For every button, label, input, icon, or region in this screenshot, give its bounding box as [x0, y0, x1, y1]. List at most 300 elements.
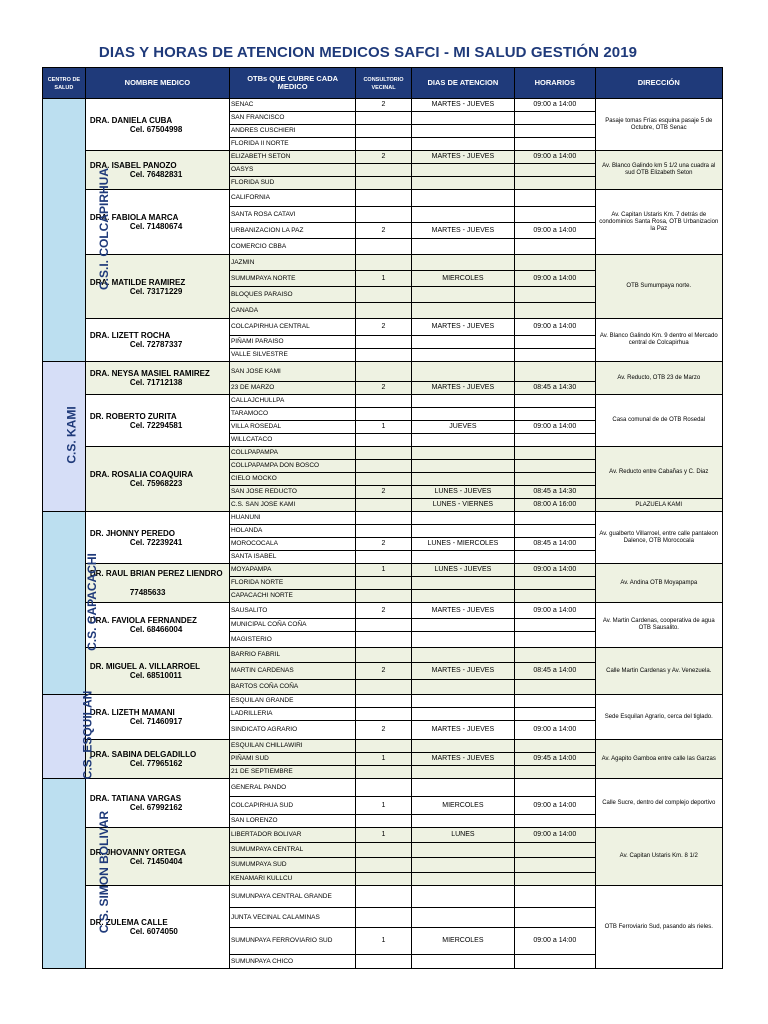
consultorio-cell: 2	[356, 151, 411, 164]
table-row	[43, 319, 723, 336]
otb-cell: SAN JOSE REDUCTO	[229, 486, 355, 499]
days-cell: MARTES - JUEVES	[411, 721, 514, 740]
days-cell	[411, 886, 514, 908]
doctor-name: DRA. LIZETH MAMANI	[89, 708, 175, 717]
otb-cell: FLORIDA II NORTE	[229, 138, 355, 151]
consultorio-cell	[356, 177, 411, 190]
health-center-name: C.S. SIMON BOLIVAR	[97, 810, 112, 934]
address-cell: Av. Martin Cardenas, cooperativa de agua OTB Sausalito.	[595, 603, 722, 648]
doctor-phone: Cel. 77965162	[129, 759, 183, 768]
hours-cell	[515, 177, 595, 190]
hours-cell	[515, 648, 595, 663]
otb-cell: CAPACACHI NORTE	[229, 590, 355, 603]
hours-cell	[515, 590, 595, 603]
table-row	[43, 828, 723, 843]
days-cell	[411, 287, 514, 303]
hours-cell	[515, 112, 595, 125]
days-cell: LUNES - MIERCOLES	[411, 538, 514, 551]
address-cell: Casa comunal de de OTB Rosedal	[595, 395, 722, 447]
doctor-phone: Cel. 75968223	[129, 479, 183, 488]
doctor-phone: Cel. 6074050	[129, 927, 178, 936]
address-cell: Av. Blanco Galindo Km. 9 dentro el Mercado central de Colcapirhua	[595, 319, 722, 362]
consultorio-cell	[356, 619, 411, 632]
otb-cell: COLLPAPAMPA	[229, 447, 355, 460]
table-row	[43, 190, 723, 207]
address-cell: Sede Esquilan Agrario, cerca del tiglado.	[595, 695, 722, 740]
doctor-phone: Cel. 68466004	[129, 625, 183, 634]
header-otbs: OTBs QUE CUBRE CADA MEDICO	[229, 68, 355, 99]
hours-cell	[515, 255, 595, 271]
doctor-phone: Cel. 73171229	[129, 286, 183, 296]
table-body	[43, 99, 723, 969]
consultorio-cell: 1	[356, 828, 411, 843]
otb-cell: BARTOS COÑA COÑA	[229, 680, 355, 695]
otb-cell: COLCAPIRHUA CENTRAL	[229, 319, 355, 336]
hours-cell	[515, 473, 595, 486]
health-center-name: C.S.I. COLCAPIRHUA	[97, 167, 112, 290]
doctor-phone: Cel. 71480674	[129, 222, 183, 231]
otb-cell: MOROCOCALA	[229, 538, 355, 551]
otb-cell: MOYAPAMPA	[229, 564, 355, 577]
doctor-phone: Cel. 67992162	[129, 803, 183, 812]
doctor-name: DRA. FAVIOLA FERNANDEZ	[89, 616, 197, 625]
consultorio-cell	[356, 460, 411, 473]
address-cell: OTB Ferroviario Sud, pasando als rieles.	[595, 886, 722, 969]
doctor-cell	[85, 447, 229, 512]
hours-cell: 09:00 a 14:00	[515, 421, 595, 434]
days-cell	[411, 551, 514, 564]
hours-cell	[515, 239, 595, 255]
days-cell	[411, 164, 514, 177]
days-cell	[411, 138, 514, 151]
otb-cell: FLORIDA NORTE	[229, 577, 355, 590]
days-cell	[411, 590, 514, 603]
address-cell: OTB Sumumpaya norte.	[595, 255, 722, 319]
hours-cell: 08:45 a 14:00	[515, 538, 595, 551]
hours-cell	[515, 873, 595, 886]
doctor-name: DRA. DANIELA CUBA	[89, 115, 173, 125]
hours-cell	[515, 336, 595, 349]
otb-cell: BARRIO FABRIL	[229, 648, 355, 663]
consultorio-cell	[356, 473, 411, 486]
doctor-cell	[85, 564, 229, 603]
days-cell	[411, 873, 514, 886]
consultorio-cell	[356, 362, 411, 382]
health-center-cell	[43, 512, 99, 695]
address-cell: Pasaje tomas Frías esquina pasaje 5 de Octubre, OTB Senac	[595, 99, 722, 151]
otb-cell: SAN JOSE KAMI	[229, 362, 355, 382]
otb-cell: HUANUNI	[229, 512, 355, 525]
hours-cell	[515, 303, 595, 319]
days-cell	[411, 395, 514, 408]
hours-cell: 09:45 a 14:00	[515, 753, 595, 766]
doctor-name: DRA. NEYSA MASIEL RAMIREZ	[89, 369, 210, 378]
days-cell: MARTES - JUEVES	[411, 603, 514, 619]
days-cell	[411, 239, 514, 255]
hours-cell: 09:00 a 14:00	[515, 99, 595, 112]
consultorio-cell	[356, 590, 411, 603]
consultorio-cell	[356, 858, 411, 873]
hours-cell	[515, 460, 595, 473]
hours-cell	[515, 740, 595, 753]
consultorio-cell: 2	[356, 99, 411, 112]
consultorio-cell: 1	[356, 928, 411, 955]
consultorio-cell	[356, 908, 411, 928]
otb-cell: HOLANDA	[229, 525, 355, 538]
otb-cell: JAZMIN	[229, 255, 355, 271]
otb-cell: MARTIN CARDENAS	[229, 663, 355, 680]
doctor-cell	[85, 99, 229, 151]
header-centro: CENTRO DE SALUD	[43, 68, 86, 99]
days-cell	[411, 207, 514, 223]
consultorio-cell	[356, 648, 411, 663]
hours-cell: 08:45 a 14:30	[515, 382, 595, 395]
table-row	[43, 695, 723, 708]
consultorio-cell	[356, 740, 411, 753]
otb-cell: ANDRES CUSCHIERI	[229, 125, 355, 138]
days-cell: MARTES - JUEVES	[411, 99, 514, 112]
hours-cell: 09:00 a 14:00	[515, 928, 595, 955]
otb-cell: SAUSALITO	[229, 603, 355, 619]
hours-cell	[515, 908, 595, 928]
days-cell	[411, 648, 514, 663]
otb-cell: ESQUILAN GRANDE	[229, 695, 355, 708]
hours-cell	[515, 886, 595, 908]
otb-cell: SUMUNPAYA FERROVIARIO SUD	[229, 928, 355, 955]
otb-cell: ESQUILAN CHILLAWIRI	[229, 740, 355, 753]
hours-cell	[515, 858, 595, 873]
otb-cell: URBANIZACION LA PAZ	[229, 223, 355, 239]
address-cell: Av. Reducto entre Cabañas y C. Diaz	[595, 447, 722, 499]
doctor-name: DR. MIGUEL A. VILLARROEL	[89, 662, 201, 671]
hours-cell: 09:00 a 14:00	[515, 319, 595, 336]
days-cell: MARTES - JUEVES	[411, 151, 514, 164]
otb-cell: SUMUNPAYA CENTRAL GRANDE	[229, 886, 355, 908]
hours-cell	[515, 680, 595, 695]
table-row	[43, 395, 723, 408]
otb-cell: BLOQUES PARAISO	[229, 287, 355, 303]
days-cell	[411, 955, 514, 969]
hours-cell: 08:00 A 16:00	[515, 499, 595, 512]
doctor-name: DRA. ISABEL PANOZO	[89, 161, 177, 170]
consultorio-cell: 2	[356, 486, 411, 499]
days-cell	[411, 680, 514, 695]
health-center-cell	[43, 690, 95, 780]
doctor-phone: Cel. 71460917	[129, 717, 183, 726]
days-cell	[411, 512, 514, 525]
consultorio-cell	[356, 336, 411, 349]
hours-cell: 09:00 a 14:00	[515, 828, 595, 843]
header-nombre: NOMBRE MEDICO	[85, 68, 229, 99]
hours-cell	[515, 551, 595, 564]
consultorio-cell	[356, 815, 411, 828]
consultorio-cell	[356, 577, 411, 590]
consultorio-cell	[356, 207, 411, 223]
hours-cell	[515, 207, 595, 223]
hours-cell	[515, 164, 595, 177]
consultorio-cell	[356, 287, 411, 303]
schedule-table	[42, 67, 723, 969]
doctor-cell	[85, 740, 229, 779]
doctor-name: DRA. SABINA DELGADILLO	[89, 750, 197, 759]
hours-cell	[515, 695, 595, 708]
days-cell	[411, 125, 514, 138]
health-center-cell	[43, 99, 112, 362]
header-horarios: HORARIOS	[515, 68, 595, 99]
otb-cell: MAGISTERIO	[229, 632, 355, 648]
consultorio-cell	[356, 766, 411, 779]
days-cell	[411, 255, 514, 271]
consultorio-cell	[356, 843, 411, 858]
table-row	[43, 255, 723, 271]
days-cell: JUEVES	[411, 421, 514, 434]
consultorio-cell: 2	[356, 382, 411, 395]
hours-cell	[515, 843, 595, 858]
consultorio-cell: 1	[356, 753, 411, 766]
doctor-phone: Cel. 72294581	[129, 420, 183, 430]
consultorio-cell	[356, 525, 411, 538]
days-cell	[411, 460, 514, 473]
consultorio-cell	[356, 512, 411, 525]
address-cell: Av. Capitan Ustaris Km. 7 detrás de condominios Santa Rosa, OTB Urbanizacion la Paz	[595, 190, 722, 255]
consultorio-cell	[356, 632, 411, 648]
days-cell: LUNES - JUEVES	[411, 564, 514, 577]
days-cell: MARTES - JUEVES	[411, 319, 514, 336]
hours-cell	[515, 138, 595, 151]
address-cell: Av. Capitan Ustaris Km. 8 1/2	[595, 828, 722, 886]
hours-cell	[515, 815, 595, 828]
hours-cell	[515, 125, 595, 138]
days-cell	[411, 766, 514, 779]
otb-cell: SUMUNPAYA CHICO	[229, 955, 355, 969]
days-cell: MARTES - JUEVES	[411, 753, 514, 766]
doctor-phone: 77485633	[129, 588, 166, 597]
consultorio-cell: 2	[356, 721, 411, 740]
days-cell	[411, 447, 514, 460]
doctor-cell	[85, 362, 229, 395]
consultorio-cell	[356, 695, 411, 708]
doctor-name: DR. JHOVANNY ORTEGA	[89, 847, 186, 857]
days-cell	[411, 708, 514, 721]
hours-cell	[515, 434, 595, 447]
hours-cell: 08:45 a 14:00	[515, 663, 595, 680]
consultorio-cell	[356, 680, 411, 695]
address-cell: Calle Sucre, dentro del complejo deportivo	[595, 779, 722, 828]
consultorio-cell	[356, 551, 411, 564]
otb-cell: LIBERTADOR BOLIVAR	[229, 828, 355, 843]
hours-cell: 09:00 a 14:00	[515, 721, 595, 740]
doctor-cell	[85, 695, 229, 740]
hours-cell	[515, 779, 595, 797]
doctor-phone: Cel. 68510011	[129, 671, 182, 680]
otb-cell: COLCAPIRHUA SUD	[229, 797, 355, 815]
days-cell: MIERCOLES	[411, 797, 514, 815]
consultorio-cell: 2	[356, 319, 411, 336]
days-cell	[411, 190, 514, 207]
days-cell	[411, 177, 514, 190]
hours-cell	[515, 362, 595, 382]
hours-cell: 08:45 a 14:30	[515, 486, 595, 499]
otb-cell: SUMUMPAYA CENTRAL	[229, 843, 355, 858]
consultorio-cell: 2	[356, 663, 411, 680]
doctor-phone: Cel. 71450404	[129, 856, 183, 866]
otb-cell: COMERCIO CBBA	[229, 239, 355, 255]
days-cell	[411, 740, 514, 753]
otb-cell: SANTA ROSA CATAVI	[229, 207, 355, 223]
days-cell	[411, 619, 514, 632]
days-cell: MARTES - JUEVES	[411, 663, 514, 680]
otb-cell: SUMUMPAYA NORTE	[229, 271, 355, 287]
doctor-name: DRA. ROSALIA COAQUIRA	[89, 470, 194, 479]
doctor-name: DRA. LIZETT ROCHA	[89, 331, 171, 340]
doctor-name: DR. ZULEMA CALLE	[89, 918, 168, 927]
health-center-cell	[43, 779, 112, 969]
consultorio-cell: 2	[356, 603, 411, 619]
consultorio-cell: 2	[356, 223, 411, 239]
health-center-name: C.S. CAPACACHI	[84, 552, 99, 651]
days-cell: MARTES - JUEVES	[411, 382, 514, 395]
days-cell	[411, 815, 514, 828]
doctor-name: DR. ROBERTO ZURITA	[89, 411, 177, 421]
consultorio-cell	[356, 955, 411, 969]
header-direccion: DIRECCIÓN	[595, 68, 722, 99]
consultorio-cell: 1	[356, 421, 411, 434]
otb-cell: CALLAJCHULLPA	[229, 395, 355, 408]
hours-cell	[515, 447, 595, 460]
health-center-name: C.S. ESQUILAN	[80, 690, 95, 780]
hours-cell: 09:00 a 14:00	[515, 151, 595, 164]
otb-cell: GENERAL PANDO	[229, 779, 355, 797]
hours-cell	[515, 512, 595, 525]
consultorio-cell	[356, 447, 411, 460]
days-cell	[411, 577, 514, 590]
days-cell: MARTES - JUEVES	[411, 223, 514, 239]
days-cell	[411, 843, 514, 858]
hours-cell	[515, 395, 595, 408]
consultorio-cell	[356, 873, 411, 886]
hours-cell: 09:00 a 14:00	[515, 271, 595, 287]
consultorio-cell: 1	[356, 271, 411, 287]
consultorio-cell	[356, 239, 411, 255]
otb-cell: SAN LORENZO	[229, 815, 355, 828]
doctor-phone: Cel. 76482831	[129, 170, 183, 179]
otb-cell: CALIFORNIA	[229, 190, 355, 207]
days-cell: LUNES - JUEVES	[411, 486, 514, 499]
consultorio-cell	[356, 349, 411, 362]
hours-cell	[515, 708, 595, 721]
consultorio-cell	[356, 125, 411, 138]
days-cell: LUNES - VIERNES	[411, 499, 514, 512]
otb-cell: VILLA ROSEDAL	[229, 421, 355, 434]
consultorio-cell	[356, 779, 411, 797]
hours-cell	[515, 408, 595, 421]
hours-cell	[515, 766, 595, 779]
consultorio-cell	[356, 434, 411, 447]
hours-cell	[515, 190, 595, 207]
hours-cell	[515, 632, 595, 648]
consultorio-cell: 1	[356, 797, 411, 815]
days-cell	[411, 695, 514, 708]
days-cell	[411, 408, 514, 421]
otb-cell: CIELO MOCKO	[229, 473, 355, 486]
consultorio-cell	[356, 138, 411, 151]
otb-cell: KENAMARI KULLCU	[229, 873, 355, 886]
hours-cell: 09:00 a 14:00	[515, 564, 595, 577]
table-row	[43, 603, 723, 619]
table-row	[43, 447, 723, 460]
otb-cell: 23 DE MARZO	[229, 382, 355, 395]
days-cell: LUNES	[411, 828, 514, 843]
otb-cell: ELIZABETH SETON	[229, 151, 355, 164]
days-cell	[411, 349, 514, 362]
otb-cell: MUNICIPAL COÑA COÑA	[229, 619, 355, 632]
days-cell	[411, 303, 514, 319]
table-row	[43, 362, 723, 382]
days-cell	[411, 434, 514, 447]
header-consultorio: CONSULTORIO VECINAL	[356, 68, 411, 99]
doctor-name: DR. JHONNY PEREDO	[89, 528, 176, 538]
days-cell	[411, 908, 514, 928]
address-cell: Av. Andina OTB Moyapampa	[595, 564, 722, 603]
address-cell: PLAZUELA KAMI	[595, 499, 722, 512]
doctor-phone: Cel. 67504998	[129, 124, 183, 134]
otb-cell: PIÑAMI PARAISO	[229, 336, 355, 349]
table-header-row	[43, 68, 723, 99]
consultorio-cell: 2	[356, 538, 411, 551]
doctor-cell	[85, 603, 229, 648]
otb-cell: WILLCATACO	[229, 434, 355, 447]
hours-cell	[515, 619, 595, 632]
header-dias: DIAS DE ATENCION	[411, 68, 514, 99]
doctor-name: DRA. FABIOLA MARCA	[89, 213, 179, 222]
otb-cell: SANTA ISABEL	[229, 551, 355, 564]
table-row	[43, 886, 723, 908]
days-cell	[411, 858, 514, 873]
consultorio-cell	[356, 408, 411, 421]
table-row	[43, 151, 723, 164]
consultorio-cell	[356, 255, 411, 271]
otb-cell: OASYS	[229, 164, 355, 177]
days-cell	[411, 362, 514, 382]
table-row	[43, 512, 723, 525]
hours-cell: 09:00 a 14:00	[515, 603, 595, 619]
health-center-name: C.S. KAMI	[64, 406, 79, 464]
otb-cell: 21 DE SEPTIEMBRE	[229, 766, 355, 779]
hours-cell	[515, 955, 595, 969]
days-cell: MIERCOLES	[411, 271, 514, 287]
hours-cell	[515, 525, 595, 538]
doctor-cell	[85, 319, 229, 362]
otb-cell: SENAC	[229, 99, 355, 112]
table-row	[43, 648, 723, 663]
consultorio-cell: 1	[356, 564, 411, 577]
days-cell	[411, 112, 514, 125]
hours-cell	[515, 577, 595, 590]
consultorio-cell	[356, 190, 411, 207]
hours-cell: 09:00 a 14:00	[515, 223, 595, 239]
doctor-cell	[85, 648, 229, 695]
doctor-cell	[85, 395, 229, 447]
doctor-name: DR. RAUL BRIAN PEREZ LIENDRO	[89, 569, 223, 578]
address-cell: Av. Agapito Gamboa entre calle las Garzas	[595, 740, 722, 779]
table-row	[43, 99, 723, 112]
days-cell	[411, 473, 514, 486]
otb-cell: SAN FRANCISCO	[229, 112, 355, 125]
address-cell: Av. Reducto, OTB 23 de Marzo	[595, 362, 722, 395]
days-cell	[411, 632, 514, 648]
doctor-phone: Cel. 72787337	[129, 340, 183, 349]
otb-cell: SINDICATO AGRARIO	[229, 721, 355, 740]
